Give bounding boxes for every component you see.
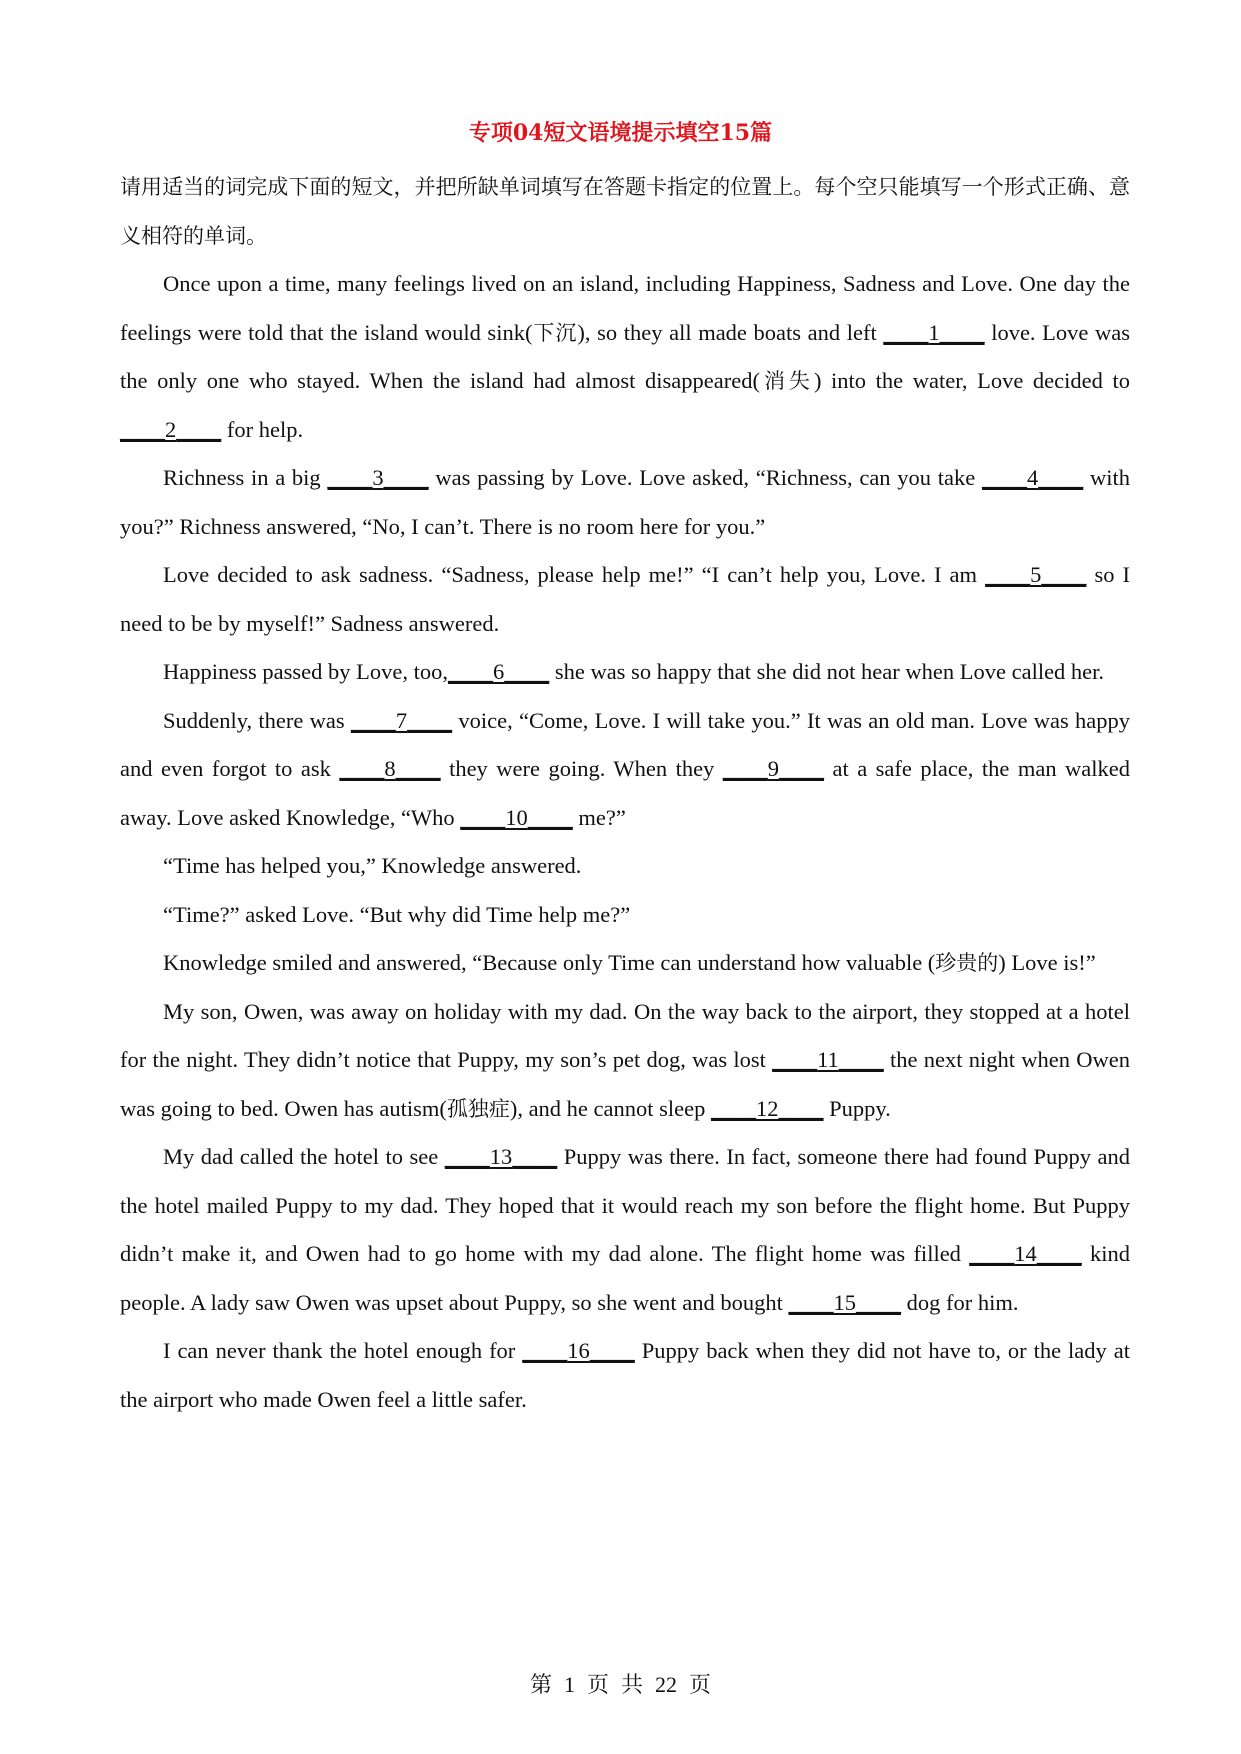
blank-14[interactable]: ____14____	[969, 1241, 1082, 1266]
blank-9[interactable]: ____9____	[722, 756, 825, 781]
chinese-gloss: 消失	[759, 369, 814, 393]
text: My dad called the hotel to see	[163, 1144, 445, 1169]
blank-2[interactable]: ____2____	[120, 416, 222, 442]
text: ) Love is!”	[998, 950, 1096, 975]
footer-label: 页	[586, 1672, 609, 1697]
blank-15[interactable]: ____15____	[788, 1289, 901, 1315]
text: Knowledge smiled and answered, “Because only Time can understand how valuable (	[163, 950, 936, 975]
text: at a safe place, the man walked away. Love asked Knowledge, “Who	[120, 756, 1131, 830]
text: I can never thank the hotel enough for	[163, 1338, 523, 1363]
paragraph	[120, 697, 1130, 843]
blank-16[interactable]: ____16____	[522, 1338, 635, 1363]
blank-11[interactable]: ____11____	[772, 1047, 884, 1072]
footer-label: 共	[621, 1672, 644, 1697]
paragraph: “Time has helped you,” Knowledge answered.	[163, 853, 582, 878]
blank-6[interactable]: ____6____	[447, 659, 550, 684]
text: she was so happy that she did not hear when Love called her.	[549, 659, 1105, 684]
text: Puppy was there. In fact, someone there had found Puppy and the hotel mailed Puppy to my dad. They hoped that it would reach my son before the flight home. But Puppy didn’t make it, and Owen had to go home with my dad alone. The flight home was filled	[120, 1144, 1130, 1266]
blank-3[interactable]: ____3____	[327, 465, 429, 490]
paragraph	[120, 551, 1130, 648]
text: was passing by Love. Love asked, “Richness, can you take	[428, 465, 982, 490]
paragraph	[120, 939, 1130, 988]
instruction-text: 请用适当的词完成下面的短文，并把所缺单词填写在答题卡指定的位置上。每个空只能填写一个形式正确、意义相符的单词。	[120, 175, 1130, 248]
chinese-gloss: 珍贵的	[935, 951, 999, 975]
paragraph	[120, 648, 1130, 697]
total-pages: 22	[655, 1672, 678, 1697]
paragraph	[120, 260, 1130, 454]
blank-8[interactable]: ____8____	[339, 756, 441, 781]
text: the next night when Owen was going to bed. Owen has autism(	[120, 1047, 1130, 1121]
text: ) into the water, Love decided to	[813, 368, 1130, 393]
text: Happiness passed by Love, too,	[163, 659, 448, 684]
text: Love decided to ask sadness. “Sadness, please help me!” “I can’t help you, Love. I am	[163, 562, 986, 587]
text: Richness in a big	[163, 465, 328, 490]
document-body	[120, 163, 1130, 1424]
paragraph	[120, 1133, 1130, 1327]
document-title: 专项04短文语境提示填空15篇	[468, 120, 773, 146]
instruction	[120, 163, 1130, 260]
text: Once upon a time, many feelings lived on an island, including Happiness, Sadness and Love. One day the feelings were told that the island would sink(	[120, 271, 1130, 345]
blank-12[interactable]: ____12____	[711, 1095, 824, 1121]
paragraph	[120, 1327, 1130, 1424]
text: Puppy.	[823, 1095, 891, 1121]
blank-4[interactable]: ____4____	[982, 465, 1084, 490]
paragraph	[120, 454, 1130, 551]
text: ), and he cannot sleep	[509, 1095, 711, 1121]
blank-1[interactable]: ____1____	[883, 319, 985, 345]
text: Puppy back when they did not have to, or the lady at the airport who made Owen feel a little safer.	[120, 1338, 1130, 1412]
text: kind people. A lady saw Owen was upset about Puppy, so she went and bought	[120, 1241, 1130, 1315]
text: My son, Owen, was away on holiday with my dad. On the way back to the airport, they stopped at a hotel for the night. They didn’t notice that Puppy, my son’s pet dog, was lost	[120, 998, 1130, 1072]
text: dog for him.	[900, 1289, 1019, 1315]
page-number: 1	[563, 1672, 575, 1697]
chinese-gloss: 孤独症	[446, 1096, 510, 1121]
text: Suddenly, there was	[163, 707, 351, 733]
blank-7[interactable]: ____7____	[350, 707, 453, 733]
text: for help.	[221, 416, 304, 442]
text: they were going. When they	[440, 756, 723, 781]
text: with you?” Richness answered, “No, I can’t. There is no room here for you.”	[120, 465, 1130, 539]
footer-label: 第	[529, 1672, 552, 1697]
text: voice, “Come, Love. I will take you.” It was an old man. Love was happy and even forgot to ask	[120, 707, 1131, 781]
paragraph	[120, 988, 1130, 1134]
footer-label: 页	[689, 1672, 712, 1697]
page-footer	[0, 1668, 1241, 1699]
paragraph: “Time?” asked Love. “But why did Time help me?”	[163, 901, 631, 927]
text: so I need to be by myself!” Sadness answered.	[120, 562, 1131, 636]
blank-10[interactable]: ____10____	[460, 804, 573, 830]
blank-5[interactable]: ____5____	[985, 562, 1087, 587]
blank-13[interactable]: ____13____	[444, 1144, 558, 1169]
text: me?”	[572, 804, 626, 830]
chinese-gloss: 下沉	[532, 320, 578, 345]
text: ), so they all made boats and left	[577, 319, 884, 345]
text: love. Love was the only one who stayed. When the island had almost disappeared(	[120, 319, 1130, 393]
